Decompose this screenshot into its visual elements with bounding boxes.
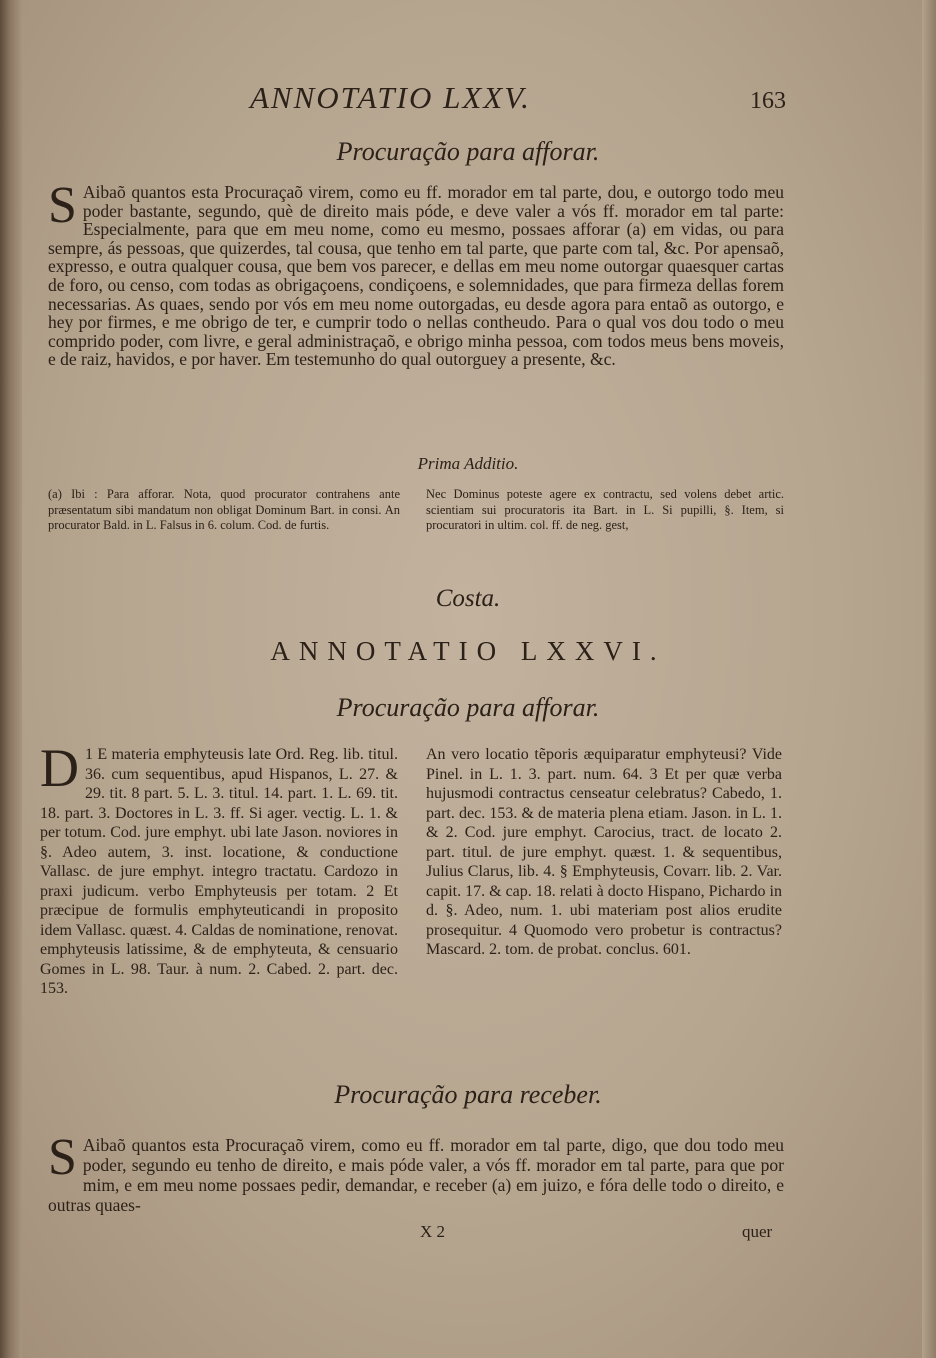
drop-cap: D — [40, 738, 79, 798]
drop-cap: S — [48, 177, 77, 234]
section3-body — [48, 1129, 784, 1215]
author-costa: Costa. — [435, 585, 501, 612]
section2-column-left — [40, 738, 398, 999]
section2-heading: ANNOTATIO LXXVI. — [270, 636, 666, 666]
drop-cap: S — [48, 1129, 77, 1186]
section2-left-text: 1 E materia emphyteusis late Ord. Reg. lib. titul. 36. cum sequentibus, apud Hispanos, L. 27. & 29. tit. 8 part. 5. L. 3. titul. 14. part. 1. L. 69. tit. 18. part. 3. Doctores in L. 3. ff. Si ager. vectig. L. 1. & per totum. Cod. jure emphyt. ubi late Jason. noviores in §. Adeo autem, 3. inst. locatione, & conductione Vallasc. de jure emphyt. integro tractatu. Cardozo in praxi judicum. verbo Emphyteusis per totam. 2 Et præcipue de formulis emphyteuticandi in proposito idem Vallasc. quæst. 4. Caldas de nominatione, renovat. emphyteusis latissime, & de emphyteuta, & censuario Gomes in L. 98. Taur. à num. 2. Cabed. 2. part. dec. 153. — [40, 746, 398, 997]
footnote-right: Nec Dominus poteste agere ex contractu, sed volens debet artic. scientiam sui procuratoris ita Bart. in L. Si pupilli, §. Item, si procuratori in ultim. col. ff. de neg. gest, — [426, 487, 784, 533]
catchword: quer — [742, 1222, 773, 1241]
footnote-left: (a) Ibi : Para afforar. Nota, quod procurator contrahens ante præsentatum sibi mandatum non obligat Dominum Bart. in consi. An procurator Bald. in L. Falsus in 6. colum. Cod. de furtis. — [48, 487, 400, 533]
section3-title: Procuração para receber. — [334, 1080, 602, 1109]
binding-gutter — [0, 0, 22, 1358]
signature-mark: X 2 — [420, 1222, 446, 1241]
section1-text: Aibaõ quantos esta Procuraçaõ virem, como eu ff. morador em tal parte, dou, e outorgo todo meu poder bastante, segundo, què de direito mais póde, e deve valer a vós ff. morador em tal parte: Especialmente, para que em meu nome, como eu mesmo, possaes afforar (a) em vidas, ou para sempre, ás pessoas, que quizerdes, tal cousa, que tenho em tal parte, que parte com tal, &c. Por apensaõ, expresso, e outra qualquer cousa, que bem vos parecer, e dellas em meu nome outorgar quaesquer cartas de foro, ou censo, com todas as obrigaçoens, condiçoens, e solemnidades, que para firmeza dellas forem necessarias. As quaes, sendo por vós em meu nome outorgadas, eu desde agora para entaõ as outorgo, e hey por firmes, e me obrigo de ter, e cumprir todo o nellas contheudo. Para o qual vos dou todo o meu comprido poder, com livre, e geral administraçaõ, e obrigo minha pessoa, com todos meus bens moveis, e de raiz, havidos, e por haver. Em testemunho do qual outorguey a presente, &c. — [48, 182, 784, 370]
additio-heading: Prima Additio. — [417, 454, 519, 473]
page-number: 163 — [750, 88, 786, 114]
section1-body — [48, 177, 784, 370]
section2-column-right: An vero locatio tẽporis æquiparatur emphyteusi? Vide Pinel. in L. 1. 3. part. num. 64. 3 Et per quæ verba hujusmodi contractus censeatur celebratus? Cabedo, 1. part. dec. 153. & de materia plena etiam. Jason. in L. 1. & 2. Cod. jure emphyt. Carocius, tract. de locato 2. part. titul. de jure emphyt. quæst. 1. & sequentibus, Julius Clarus, lib. 4. § Emphyteusis, Covarr. lib. 2. Var. capit. 17. & cap. 18. relati à docto Hispano, Pichardo in d. §. Adeo, num. 1. ubi materiam post alios erudite prosequitur. 4 Quomodo vero probetur is contractus? Mascard. 2. tom. de probat. conclus. 601. — [426, 746, 782, 958]
running-head: ANNOTATIO LXXV. — [250, 80, 531, 115]
section1-title: Procuração para afforar. — [336, 137, 600, 166]
section2-title: Procuração para afforar. — [336, 693, 600, 722]
section3-text: Aibaõ quantos esta Procuraçaõ virem, como eu ff. morador em tal parte, digo, que dou todo meu poder, segundo eu tenho de direito, e mais póde valer, a vós ff. morador em tal parte, para que por mim, e em meu nome possaes pedir, demandar, e receber (a) em juizo, e fóra delle todo o direito, e outras quaes- — [48, 1135, 784, 1215]
page-edge — [922, 0, 936, 1358]
